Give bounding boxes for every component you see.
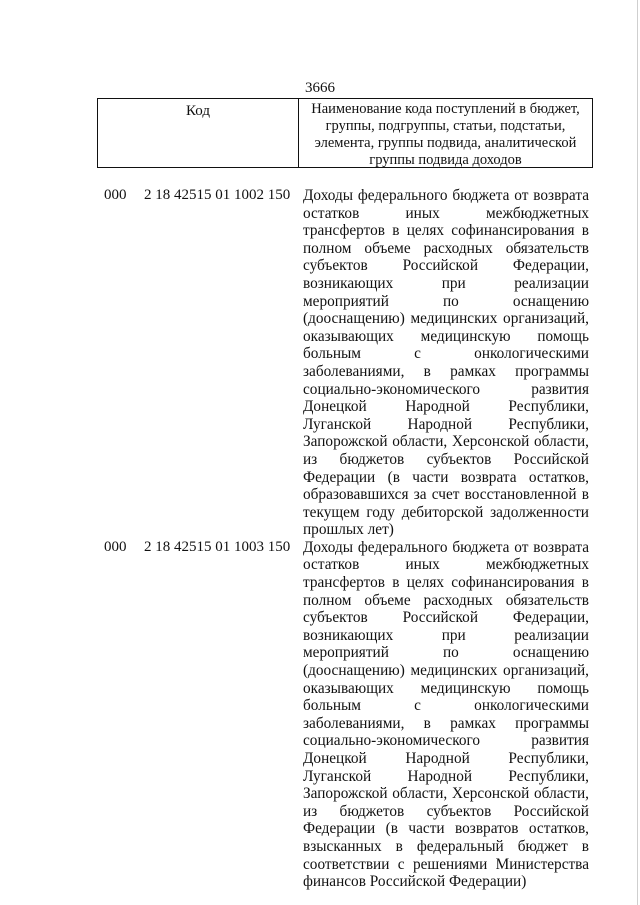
table-header [97,98,593,168]
budget-classification-code: 2 18 42515 01 1002 150 [144,187,291,203]
income-code-description: Доходы федерального бюджета от возврата остатков иных межбюджетных трансфертов в целях софинансирования в полном объеме расходных обязательств субъектов Российской Федерации, возникающих при реализации мероприятий по оснащению (дооснащению) медицинских организаций, оказывающих медицинскую помощь больным с онкологическими заболеваниями, в рамках программы социально-экономического развития Донецкой Народной Республики, Луганской Народной Республики, Запорожской области, Херсонской области, из бюджетов субъектов Российской Федерации (в части возвратов остатков, взысканных в федеральный бюджет в соответствии с решениями Министерства финансов Российской Федерации) [303,538,589,891]
page-number: 3666 [305,80,335,96]
budget-classification-code: 2 18 42515 01 1003 150 [144,538,291,555]
table-row [0,539,640,891]
admin-code: 000 [104,538,127,555]
header-code-column: Код [98,99,299,167]
header-name-column: Наименование кода поступлений в бюджет, группы, подгруппы, статьи, подстатьи, элемента, группы подвида, аналитической группы подвида доходов [311,101,580,168]
admin-code: 000 [104,187,127,203]
table-row [0,187,640,539]
income-code-description: Доходы федерального бюджета от возврата остатков иных межбюджетных трансфертов в целях софинансирования в полном объеме расходных обязательств субъектов Российской Федерации, возникающих при реализации мероприятий по оснащению (дооснащению) медицинских организаций, оказывающих медицинскую помощь больным с онкологическими заболеваниями, в рамках программы социально-экономического развития Донецкой Народной Республики, Луганской Народной Республики, Запорожской области, Херсонской области, из бюджетов субъектов Российской Федерации (в части возврата остатков, образовавшихся за счет восстановленной в текущем году дебиторской задолженности прошлых лет) [303,187,589,539]
income-code-list [0,187,640,891]
